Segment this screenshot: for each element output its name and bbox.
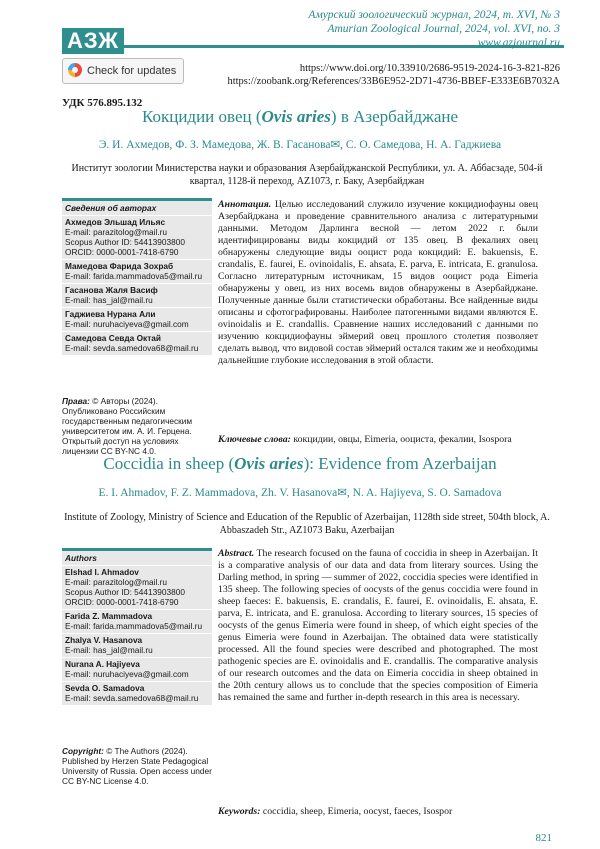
author-entry <box>62 681 212 705</box>
authors-en: E. I. Ahmadov, F. Z. Mammadova, Zh. V. Hasanova✉, N. A. Hajiyeva, S. O. Samadova <box>98 487 502 499</box>
author-name: Elshad I. Ahmadov <box>65 567 139 577</box>
rights-ru: Права: © Авторы (2024). Опубликовано Российским государственным педагогическим университетом им. А. И. Герцена. Открытый доступ на условиях лицензии CC BY-NC 4.0. <box>62 396 193 456</box>
sidebar-heading: Сведения об авторах <box>62 198 212 215</box>
keywords-en: Keywords: coccidia, sheep, Eimeria, oocyst, faeces, Isospor <box>218 806 453 817</box>
author-email-link[interactable]: E-mail: sevda.samedova68@mail.ru <box>65 343 199 353</box>
author-entry <box>62 283 212 307</box>
udk-code: УДК 576.895.132 <box>62 97 143 109</box>
author-name: Самедова Севда Октай <box>65 333 161 343</box>
author-email-link[interactable]: E-mail: nuruhaciyeva@gmail.com <box>65 669 189 679</box>
author-email-link[interactable]: E-mail: sevda.samedova68@mail.ru <box>65 693 199 703</box>
author-name: Гаджиева Нурана Али <box>65 309 156 319</box>
author-entry <box>62 609 212 633</box>
journal-site-link[interactable]: www.azjournal.ru <box>477 37 560 49</box>
author-name: Sevda O. Samadova <box>65 683 145 693</box>
authors-ru: Э. И. Ахмедов, Ф. З. Мамедова, Ж. В. Гасанова✉, С. О. Самедова, Н. А. Гаджиева <box>98 139 502 151</box>
author-email-link[interactable]: E-mail: parazitolog@mail.ru <box>65 577 168 587</box>
page-number: 821 <box>535 832 552 844</box>
author-name: Гасанова Жаля Васиф <box>65 285 158 295</box>
author-name: Ахмедов Эльшад Ильяс <box>65 217 166 227</box>
abstract-en: Abstract. The research focused on the fauna of coccidia in sheep in Azerbaijan. It is a comparative analysis of our data and data from literary sources. Using the Darling method, in spring — summer of 2022, coccidia species were identified in 135 sheep. The following species of oocysts of the genus coccidia were found in sheep faeces: E. bakuensis, E. crandalis, E. faurei, E. ovinoidalis, E. ahsata, E. parva, E. intricata, and E. granulosa. According to literary sources, 15 species of oocysts of the genus Eimeria were found in sheep, of which eight species of the genus Eimeria were found in Azerbaijan. The obtained data were statistically processed. All the found species were described and photographed. The most pathogenic species are E. ovinoidalis and E. crandallis. The comparative analysis of our research outcomes and the data on Eimeria coccidia in sheep obtained in the 20th century allows us to conclude that the species composition of Eimeria has remained the same and further in-depth research in this area is necessary. <box>218 548 538 703</box>
journal-name-en: Amurian Zoological Journal, 2024, vol. XVI, no. 3 <box>327 23 560 35</box>
rights-en: Copyright: © The Authors (2024). Published by Herzen State Pedagogical University of Russia. Open access under CC BY-NC License 4.0. <box>62 746 212 786</box>
author-name: Мамедова Фарида Зохраб <box>65 261 174 271</box>
author-info-sidebar-en <box>62 548 212 705</box>
author-email-link[interactable]: E-mail: farida.mammadova5@mail.ru <box>65 621 203 631</box>
author-entry <box>62 215 212 259</box>
institute-en: Institute of Zoology, Ministry of Science and Education of the Republic of Azerbaijan, 1128th side street, 504th block, A. Abbaszadeh Str., AZ1073 Baku, Azerbaijan <box>64 512 550 536</box>
author-email-link[interactable]: E-mail: farida.mammadova5@mail.ru <box>65 271 203 281</box>
doi-link[interactable]: https://www.doi.org/10.33910/2686-9519-2024-16-3-821-826 <box>299 63 560 74</box>
author-email-link[interactable]: E-mail: parazitolog@mail.ru <box>65 227 168 237</box>
author-email-link[interactable]: E-mail: nuruhaciyeva@gmail.com <box>65 319 189 329</box>
author-entry <box>62 307 212 331</box>
crossmark-icon <box>68 63 82 77</box>
author-id: Scopus Author ID: 54413903800 <box>65 587 185 597</box>
abstract-ru: Аннотация. Целью исследований служило изучение кокцидиофауны овец Азербайджана и проведение сравнительного анализа с литературными данными. Методом Дарлинга весной — летом 2022 г. были идентифицированы виды кокцидий от 135 овец. В фекалиях овец обнаружены следующие виды ооцист рода кокцидий: E. bakuensis, E. crandalis, E. faurei, E. ovinoidalis, E. ahsata, E. parva, E. intricata, E. granulosa. Согласно литературным источникам, 15 видов ооцист рода Eimeria обнаружены у овец, из них восемь видов обнаружены в Азербайджане. Полученные данные были статистически обработаны. Все найденные виды описаны и сфотографированы. Наиболее патогенными видами являются E. ovinoidalis и E. crandallis. Сравнение наших исследований с данными по изучению кокцидиофауны эймерий овец прошлого столетия позволяет сделать вывод, что видовой состав эймерий остался таким же и необходимы дальнейшие глубокие исследования в этой области. <box>218 199 538 366</box>
author-email-link[interactable]: E-mail: has_jal@mail.ru <box>65 295 153 305</box>
author-entry <box>62 259 212 283</box>
check-for-updates-button[interactable] <box>62 58 184 84</box>
check-for-updates-label: Check for updates <box>87 65 177 77</box>
author-entry <box>62 331 212 355</box>
journal-name-ru: Амурский зоологический журнал, 2024, т. XVI, № 3 <box>308 9 560 21</box>
author-id: ORCID: 0000-0001-7418-6790 <box>65 247 179 257</box>
institute-ru: Институт зоологии Министерства науки и образования Азербайджанской Республики, ул. А. Аббасзаде, 504-й квартал, 1128-й переход, AZ1073, г. Баку, Азербайджан <box>71 163 543 187</box>
author-name: Nurana A. Hajiyeva <box>65 659 140 669</box>
author-info-sidebar-ru <box>62 198 212 355</box>
author-id: ORCID: 0000-0001-7418-6790 <box>65 597 179 607</box>
journal-logo: АЗЖ <box>62 28 124 54</box>
sidebar-heading: Authors <box>62 548 212 565</box>
author-name: Zhalya V. Hasanova <box>65 635 143 645</box>
zoobank-link[interactable]: https://zoobank.org/References/33B6E952-2D71-4736-BBEF-E333E6B7032A <box>227 76 560 87</box>
author-id: Scopus Author ID: 54413903800 <box>65 237 185 247</box>
title-en: Coccidia in sheep (Ovis aries): Evidence from Azerbaijan <box>103 454 497 473</box>
author-entry <box>62 565 212 609</box>
author-entry <box>62 633 212 657</box>
author-entry <box>62 657 212 681</box>
title-ru: Кокцидии овец (Ovis aries) в Азербайджане <box>141 107 459 126</box>
keywords-ru: Ключевые слова: кокцидии, овцы, Eimeria, ооциста, фекалии, Isospora <box>218 434 512 445</box>
author-email-link[interactable]: E-mail: has_jal@mail.ru <box>65 645 153 655</box>
author-name: Farida Z. Mammadova <box>65 611 153 621</box>
